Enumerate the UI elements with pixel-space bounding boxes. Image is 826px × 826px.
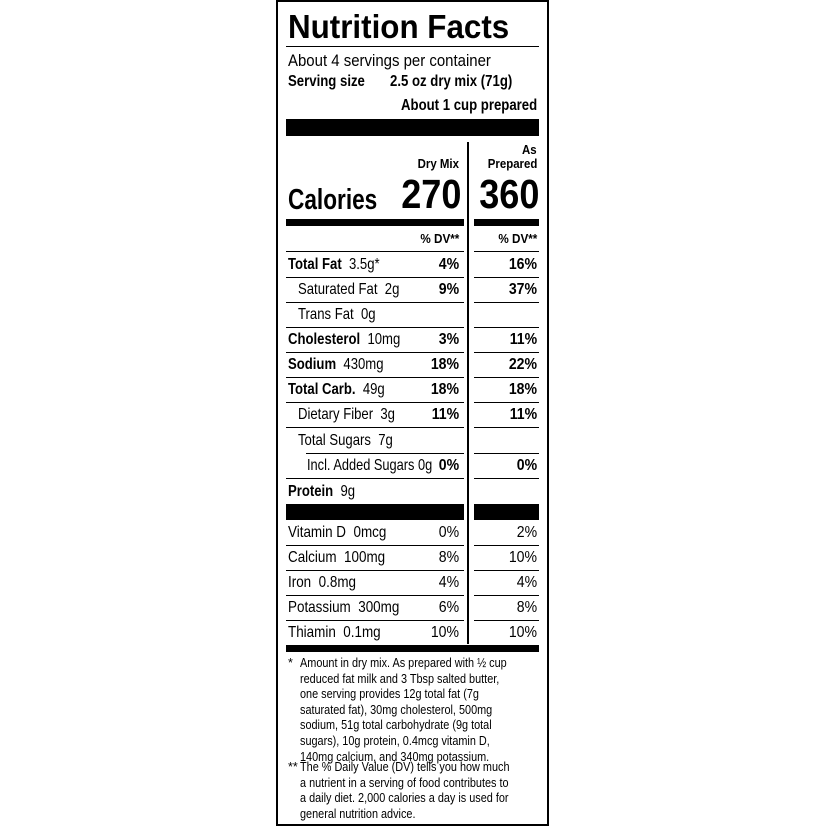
vitamin-amount: 0mcg xyxy=(353,524,387,541)
nutrient-row-sodium xyxy=(288,357,404,373)
dv-header-prepared: % DV** xyxy=(497,231,537,246)
thick-bar-top xyxy=(286,119,539,136)
thick-bar-footnotes xyxy=(286,645,539,652)
nutrient-name: Dietary Fiber xyxy=(298,406,374,423)
calories-prepared: 360 xyxy=(478,171,539,217)
nutrient-amount: 49g xyxy=(362,381,385,398)
row-rule xyxy=(286,251,464,252)
vitamin-name: Thiamin xyxy=(288,624,336,641)
nutrient-amount: 9g xyxy=(340,483,356,500)
dv-prepared-added-sugars: 0% xyxy=(516,457,537,474)
calories-bar-left xyxy=(286,219,464,226)
footnote-dv-mark: ** xyxy=(288,760,298,774)
dv-dry-saturated-fat: 9% xyxy=(438,281,459,298)
thick-bar-vitamins-left xyxy=(286,504,464,520)
row-rule xyxy=(474,453,539,454)
row-rule xyxy=(286,478,464,479)
dv-dry-dietary-fiber: 11% xyxy=(431,406,459,423)
dv-dry-thiamin: 10% xyxy=(430,624,459,641)
row-rule xyxy=(286,545,464,546)
footnote-amount-mark: * xyxy=(288,656,293,670)
nutrient-row-total-sugars xyxy=(298,433,414,449)
row-rule xyxy=(286,352,464,353)
dv-dry-vitamin-d: 0% xyxy=(438,524,459,541)
dv-dry-iron: 4% xyxy=(438,574,459,591)
calories-label: Calories xyxy=(288,184,378,216)
nutrient-amount: 3g xyxy=(380,406,395,423)
dv-prepared-total-carb: 18% xyxy=(508,381,537,398)
dv-prepared-sodium: 22% xyxy=(508,356,537,373)
vitamin-name: Potassium xyxy=(288,599,351,616)
nutrition-facts-label xyxy=(276,0,549,826)
thick-bar-vitamins-right xyxy=(474,504,539,520)
vitamin-row-calcium xyxy=(288,550,404,566)
dv-dry-sodium: 18% xyxy=(430,356,459,373)
dv-dry-calcium: 8% xyxy=(438,549,459,566)
nutrient-row-total-carb xyxy=(288,382,406,398)
nutrient-amount: 0g xyxy=(360,306,376,323)
dv-dry-total-fat: 4% xyxy=(438,256,459,273)
dv-prepared-dietary-fiber: 11% xyxy=(509,406,537,423)
row-rule xyxy=(286,427,464,428)
vitamin-row-iron xyxy=(288,575,369,591)
vitamin-amount: 300mg xyxy=(358,599,400,616)
dv-prepared-thiamin: 10% xyxy=(508,624,537,641)
calories-dry-mix: 270 xyxy=(400,171,461,217)
nutrient-amount: 10mg xyxy=(367,331,401,348)
label-title: Nutrition Facts xyxy=(288,8,510,45)
row-rule xyxy=(286,327,464,328)
nutrient-name: Cholesterol xyxy=(288,331,361,348)
row-rule xyxy=(474,327,539,328)
dv-prepared-cholesterol: 11% xyxy=(509,331,537,348)
dv-dry-total-carb: 18% xyxy=(430,381,459,398)
footnote-dv xyxy=(288,760,541,824)
calories-bar-right xyxy=(474,219,539,226)
vitamin-row-potassium xyxy=(288,600,421,616)
row-rule xyxy=(286,595,464,596)
row-rule xyxy=(286,377,464,378)
row-rule xyxy=(474,352,539,353)
vitamin-name: Vitamin D xyxy=(288,524,347,541)
row-rule xyxy=(474,251,539,252)
row-rule xyxy=(474,545,539,546)
nutrient-amount: 430mg xyxy=(343,356,384,373)
footnote-amount-text: Amount in dry mix. As prepared with ½ cup reduced fat milk and 3 Tbsp salted butter, one serving provides 12g total fat (7g saturated fat), 30mg cholesterol, 500mg sodium, 51g total carbohydrate (9g total sugars), 10g protein, 0.4mcg vitamin D, 140mg calcium, and 340mg potassium. xyxy=(300,656,507,764)
as-prepared-header-line1: As xyxy=(522,142,537,157)
dv-header-dry: % DV** xyxy=(419,231,459,246)
servings-per-container: About 4 servings per container xyxy=(288,51,491,70)
nutrient-row-trans-fat xyxy=(298,307,393,323)
nutrient-row-protein xyxy=(288,484,370,500)
row-rule xyxy=(474,302,539,303)
row-rule xyxy=(474,620,539,621)
row-rule xyxy=(474,478,539,479)
column-divider xyxy=(467,142,469,644)
vitamin-row-vitamin-d xyxy=(288,525,405,541)
vitamin-amount: 100mg xyxy=(344,549,386,566)
serving-size-label: Serving size xyxy=(288,73,365,90)
title-rule xyxy=(286,46,539,47)
nutrient-amount: 2g xyxy=(384,281,400,298)
dv-dry-cholesterol: 3% xyxy=(438,331,459,348)
row-rule xyxy=(286,620,464,621)
row-rule xyxy=(474,570,539,571)
vitamin-amount: 0.1mg xyxy=(343,624,381,641)
row-rule xyxy=(286,402,464,403)
row-rule xyxy=(474,595,539,596)
nutrient-row-cholesterol xyxy=(288,332,425,348)
dv-prepared-saturated-fat: 37% xyxy=(508,281,537,298)
dv-prepared-calcium: 10% xyxy=(508,549,537,566)
dv-prepared-iron: 4% xyxy=(516,574,537,591)
footnote-amount xyxy=(288,656,541,766)
footnote-dv-text: The % Daily Value (DV) tells you how much a nutrient in a serving of food contributes to a daily diet. 2,000 calories a day is used for general nutrition advice. xyxy=(300,760,510,821)
dv-dry-potassium: 6% xyxy=(438,599,459,616)
nutrient-name: Total Carb. xyxy=(288,381,356,398)
row-rule xyxy=(474,277,539,278)
nutrient-name: Sodium xyxy=(288,356,337,373)
serving-size-prepared: About 1 cup prepared xyxy=(400,97,537,114)
serving-size-value: 2.5 oz dry mix (71g) xyxy=(390,73,513,90)
nutrient-name: Protein xyxy=(288,483,334,500)
nutrient-name: Trans Fat xyxy=(298,306,354,323)
vitamin-row-thiamin xyxy=(288,625,398,641)
nutrient-amount: 7g xyxy=(378,432,393,449)
nutrient-amount: 3.5g* xyxy=(348,256,380,273)
nutrient-row-total-fat xyxy=(288,257,400,273)
vitamin-amount: 0.8mg xyxy=(318,574,356,591)
row-rule xyxy=(306,453,464,454)
vitamin-name: Iron xyxy=(288,574,312,591)
row-rule xyxy=(286,277,464,278)
row-rule xyxy=(286,302,464,303)
nutrient-name: Total Sugars xyxy=(298,432,371,449)
nutrient-amount: 0g xyxy=(418,457,433,474)
vitamin-name: Calcium xyxy=(288,549,337,566)
as-prepared-header-line2: Prepared xyxy=(487,156,537,171)
row-rule xyxy=(474,427,539,428)
dry-mix-header: Dry Mix xyxy=(417,156,459,171)
nutrient-row-dietary-fiber xyxy=(298,407,416,423)
row-rule xyxy=(474,402,539,403)
dv-prepared-potassium: 8% xyxy=(516,599,537,616)
row-rule xyxy=(286,570,464,571)
nutrient-row-saturated-fat xyxy=(298,282,422,298)
dv-dry-added-sugars: 0% xyxy=(438,457,459,474)
nutrient-name: Incl. Added Sugars xyxy=(307,457,415,474)
dv-prepared-total-fat: 16% xyxy=(508,256,537,273)
nutrient-name: Total Fat xyxy=(288,256,342,273)
nutrient-name: Saturated Fat xyxy=(298,281,378,298)
row-rule xyxy=(474,377,539,378)
dv-prepared-vitamin-d: 2% xyxy=(516,524,537,541)
